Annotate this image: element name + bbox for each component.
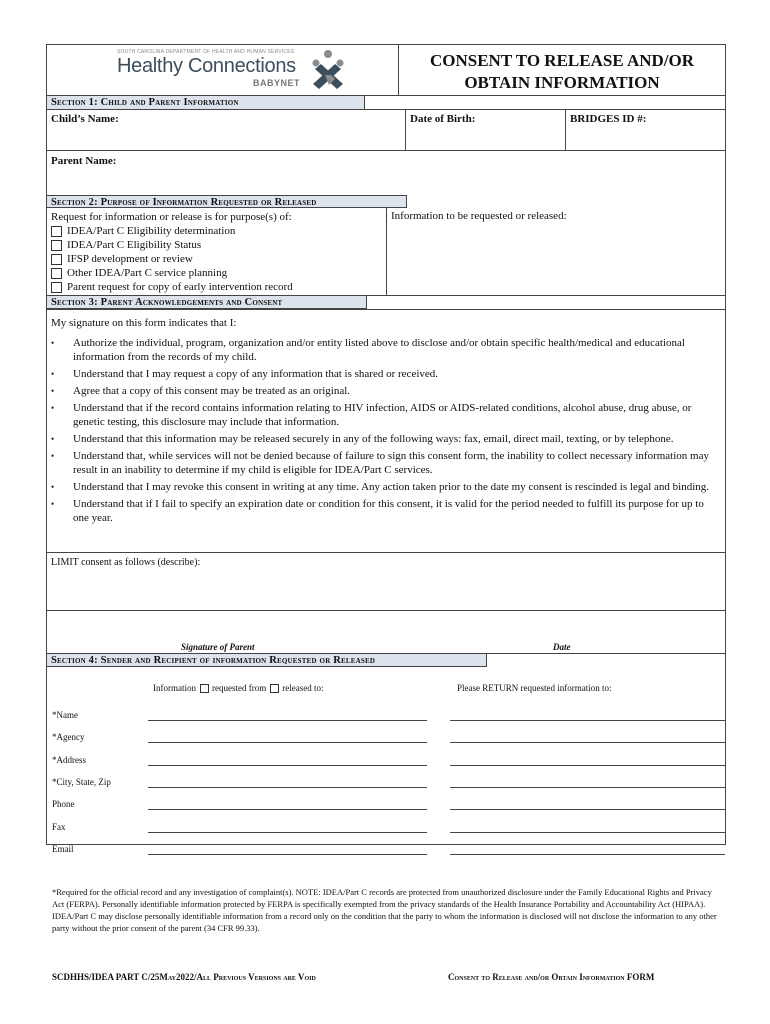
- checkbox[interactable]: [51, 268, 62, 279]
- bullet-icon: •: [51, 369, 55, 379]
- return-field-line[interactable]: [450, 765, 725, 766]
- limit-consent-label: LIMIT consent as follows (describe):: [51, 557, 201, 568]
- return-field-line[interactable]: [450, 787, 725, 788]
- return-field-line[interactable]: [450, 832, 725, 833]
- limit-consent-field[interactable]: [47, 553, 725, 611]
- bullet-icon: •: [51, 499, 55, 509]
- bridges-id-field[interactable]: [566, 110, 725, 150]
- released-to-label: released to:: [282, 683, 324, 693]
- information-prefix: Information: [153, 683, 196, 693]
- bullet-icon: •: [51, 451, 55, 461]
- direction-selector: [153, 683, 323, 693]
- released-to-checkbox[interactable]: [270, 684, 279, 693]
- info-requested-field[interactable]: [387, 208, 725, 295]
- requested-from-label: requested from: [212, 683, 267, 693]
- bullet-text: Agree that a copy of this consent may be treated as an original.: [73, 385, 351, 397]
- option-label: Other IDEA/Part C service planning: [67, 267, 228, 279]
- bullet-text: Understand that I may revoke this consent in writing at any time. Any action taken prior to the date my consent is rescinded is legal and binding.: [73, 481, 710, 493]
- purpose-option-eligibility-determination[interactable]: [51, 224, 382, 238]
- sender-field-line[interactable]: [148, 765, 427, 766]
- child-name-label: Child’s Name:: [51, 113, 119, 125]
- sender-field-line[interactable]: [148, 809, 427, 810]
- brand-name: Healthy Connections: [117, 55, 296, 77]
- consent-bullet: [51, 497, 721, 525]
- consent-intro: My signature on this form indicates that I:: [51, 317, 237, 329]
- return-field-line[interactable]: [450, 720, 725, 721]
- section-4: [47, 653, 725, 854]
- recipient-field-label: *Address: [52, 754, 86, 765]
- section-2-body: [47, 208, 725, 296]
- bullet-text: Understand that if I fail to specify an expiration date or condition for this consent, it is valid for the period needed to fulfill its purpose for up to one year.: [73, 498, 704, 524]
- purpose-option-eligibility-status[interactable]: [51, 238, 382, 252]
- consent-bullet: [51, 480, 721, 494]
- section-3-body: [47, 309, 725, 553]
- consent-bullets: [51, 336, 721, 525]
- return-field-line[interactable]: [450, 809, 725, 810]
- bullet-text: Understand that, while services will not be denied because of failure to sign this consent form, the inability to collect necessary information may result in an inability to determine if my child is eligible for IDEA/Part C services.: [73, 450, 709, 476]
- footer-right: Consent to Release and/or Obtain Information FORM: [448, 972, 655, 982]
- section-4-heading: Section 4: Sender and Recipient of information Requested or Released: [47, 654, 487, 667]
- signature-date-label: Date: [553, 642, 571, 652]
- purpose-column: [47, 208, 387, 295]
- consent-bullet: [51, 432, 721, 446]
- parent-name-label: Parent Name:: [51, 155, 117, 167]
- dob-field[interactable]: [406, 110, 566, 150]
- purpose-option-ifsp[interactable]: [51, 252, 382, 266]
- return-label: Please RETURN requested information to:: [457, 683, 612, 693]
- option-label: Parent request for copy of early intervention record: [67, 281, 293, 293]
- recipient-field-label: *City, State, Zip: [52, 776, 111, 787]
- footnote: *Required for the official record and any investigation of complaint(s). NOTE: IDEA/Part C records are protected from unauthorized disclosure under the Family Educational Rights and Privacy Act (FERPA). Personally identifiable information protected by FERPA is specifically exempted from the privacy standards of the Health Insurance Portability and Accountability Act (HIPAA). IDEA/Part C may disclose personally identifiable information from a record only on the condition that the party to whom the information is disclosed will not disclose the information to any other party without the prior consent of the parent (34 CFR 99.33).: [52, 887, 717, 933]
- info-requested-label: Information to be requested or released:: [391, 210, 567, 222]
- option-label: IFSP development or review: [67, 253, 193, 265]
- footer-left: SCDHHS/IDEA PART C/25May2022/All Previous Versions are Void: [52, 972, 316, 982]
- form-header: [47, 45, 725, 96]
- bullet-icon: •: [51, 386, 55, 396]
- bullet-icon: •: [51, 338, 55, 348]
- recipient-field-label: Fax: [52, 821, 66, 832]
- sender-field-line[interactable]: [148, 742, 427, 743]
- bullet-text: Understand that this information may be released securely in any of the following ways: fax, email, direct mail, texting, or by telephone.: [73, 433, 674, 445]
- bullet-icon: •: [51, 482, 55, 492]
- sender-field-line[interactable]: [148, 832, 427, 833]
- return-field-line[interactable]: [450, 742, 725, 743]
- sub-brand: BABYNET: [253, 78, 301, 88]
- dob-label: Date of Birth:: [410, 113, 476, 125]
- recipient-field-label: *Name: [52, 710, 78, 720]
- option-label: IDEA/Part C Eligibility determination: [67, 225, 236, 237]
- bullet-icon: •: [51, 403, 55, 413]
- consent-bullet: [51, 449, 721, 477]
- option-label: IDEA/Part C Eligibility Status: [67, 239, 202, 251]
- title-line-1: CONSENT TO RELEASE AND/OR: [429, 51, 695, 70]
- return-field-line[interactable]: [450, 854, 725, 855]
- consent-bullet: [51, 384, 721, 398]
- purpose-option-parent-request[interactable]: [51, 280, 382, 294]
- signature-row: [47, 611, 725, 653]
- sender-field-line[interactable]: [148, 854, 427, 855]
- requested-from-checkbox[interactable]: [200, 684, 209, 693]
- checkbox[interactable]: [51, 254, 62, 265]
- purpose-option-other-planning[interactable]: [51, 266, 382, 280]
- bullet-icon: •: [51, 434, 55, 444]
- section-1-heading: Section 1: Child and Parent Information: [47, 96, 365, 109]
- signature-label: Signature of Parent: [181, 642, 255, 652]
- logo-area: [47, 45, 399, 95]
- bullet-text: Understand that if the record contains information relating to HIV infection, AIDS or AIDS-related conditions, alcohol abuse, drug abuse, or genetic testing, this disclosure may include that information.: [73, 402, 692, 428]
- section-2-heading: Section 2: Purpose of Information Requested or Released: [47, 195, 407, 208]
- checkbox[interactable]: [51, 226, 62, 237]
- title-line-2: OBTAIN INFORMATION: [464, 73, 660, 92]
- department-name: SOUTH CAROLINA DEPARTMENT OF HEALTH AND HUMAN SERVICES: [117, 49, 295, 55]
- consent-form: [46, 44, 726, 854]
- parent-name-field[interactable]: [47, 151, 725, 195]
- recipient-field-label: Phone: [52, 799, 75, 810]
- recipient-field-label: *Agency: [52, 732, 85, 743]
- child-name-field[interactable]: [47, 110, 406, 150]
- checkbox[interactable]: [51, 240, 62, 251]
- consent-bullet: [51, 367, 721, 381]
- recipient-field-label: Email: [52, 843, 74, 854]
- bridges-id-label: BRIDGES ID #:: [570, 113, 647, 125]
- child-info-row: [47, 109, 725, 151]
- sender-field-line[interactable]: [148, 787, 427, 788]
- consent-bullet: [51, 401, 721, 429]
- consent-bullet: [51, 336, 721, 364]
- section-3-heading: Section 3: Parent Acknowledgements and Consent: [47, 296, 367, 309]
- form-title: [399, 45, 725, 95]
- healthy-connections-logo-icon: [307, 49, 351, 93]
- bullet-text: Understand that I may request a copy of any information that is shared or received.: [73, 368, 439, 380]
- purpose-label: Request for information or release is for purpose(s) of:: [51, 211, 292, 223]
- checkbox[interactable]: [51, 282, 62, 293]
- bullet-text: Authorize the individual, program, organization and/or entity listed above to disclose and/or obtain specific health/medical and educational information from the records of my child.: [73, 337, 685, 363]
- sender-field-line[interactable]: [148, 720, 427, 721]
